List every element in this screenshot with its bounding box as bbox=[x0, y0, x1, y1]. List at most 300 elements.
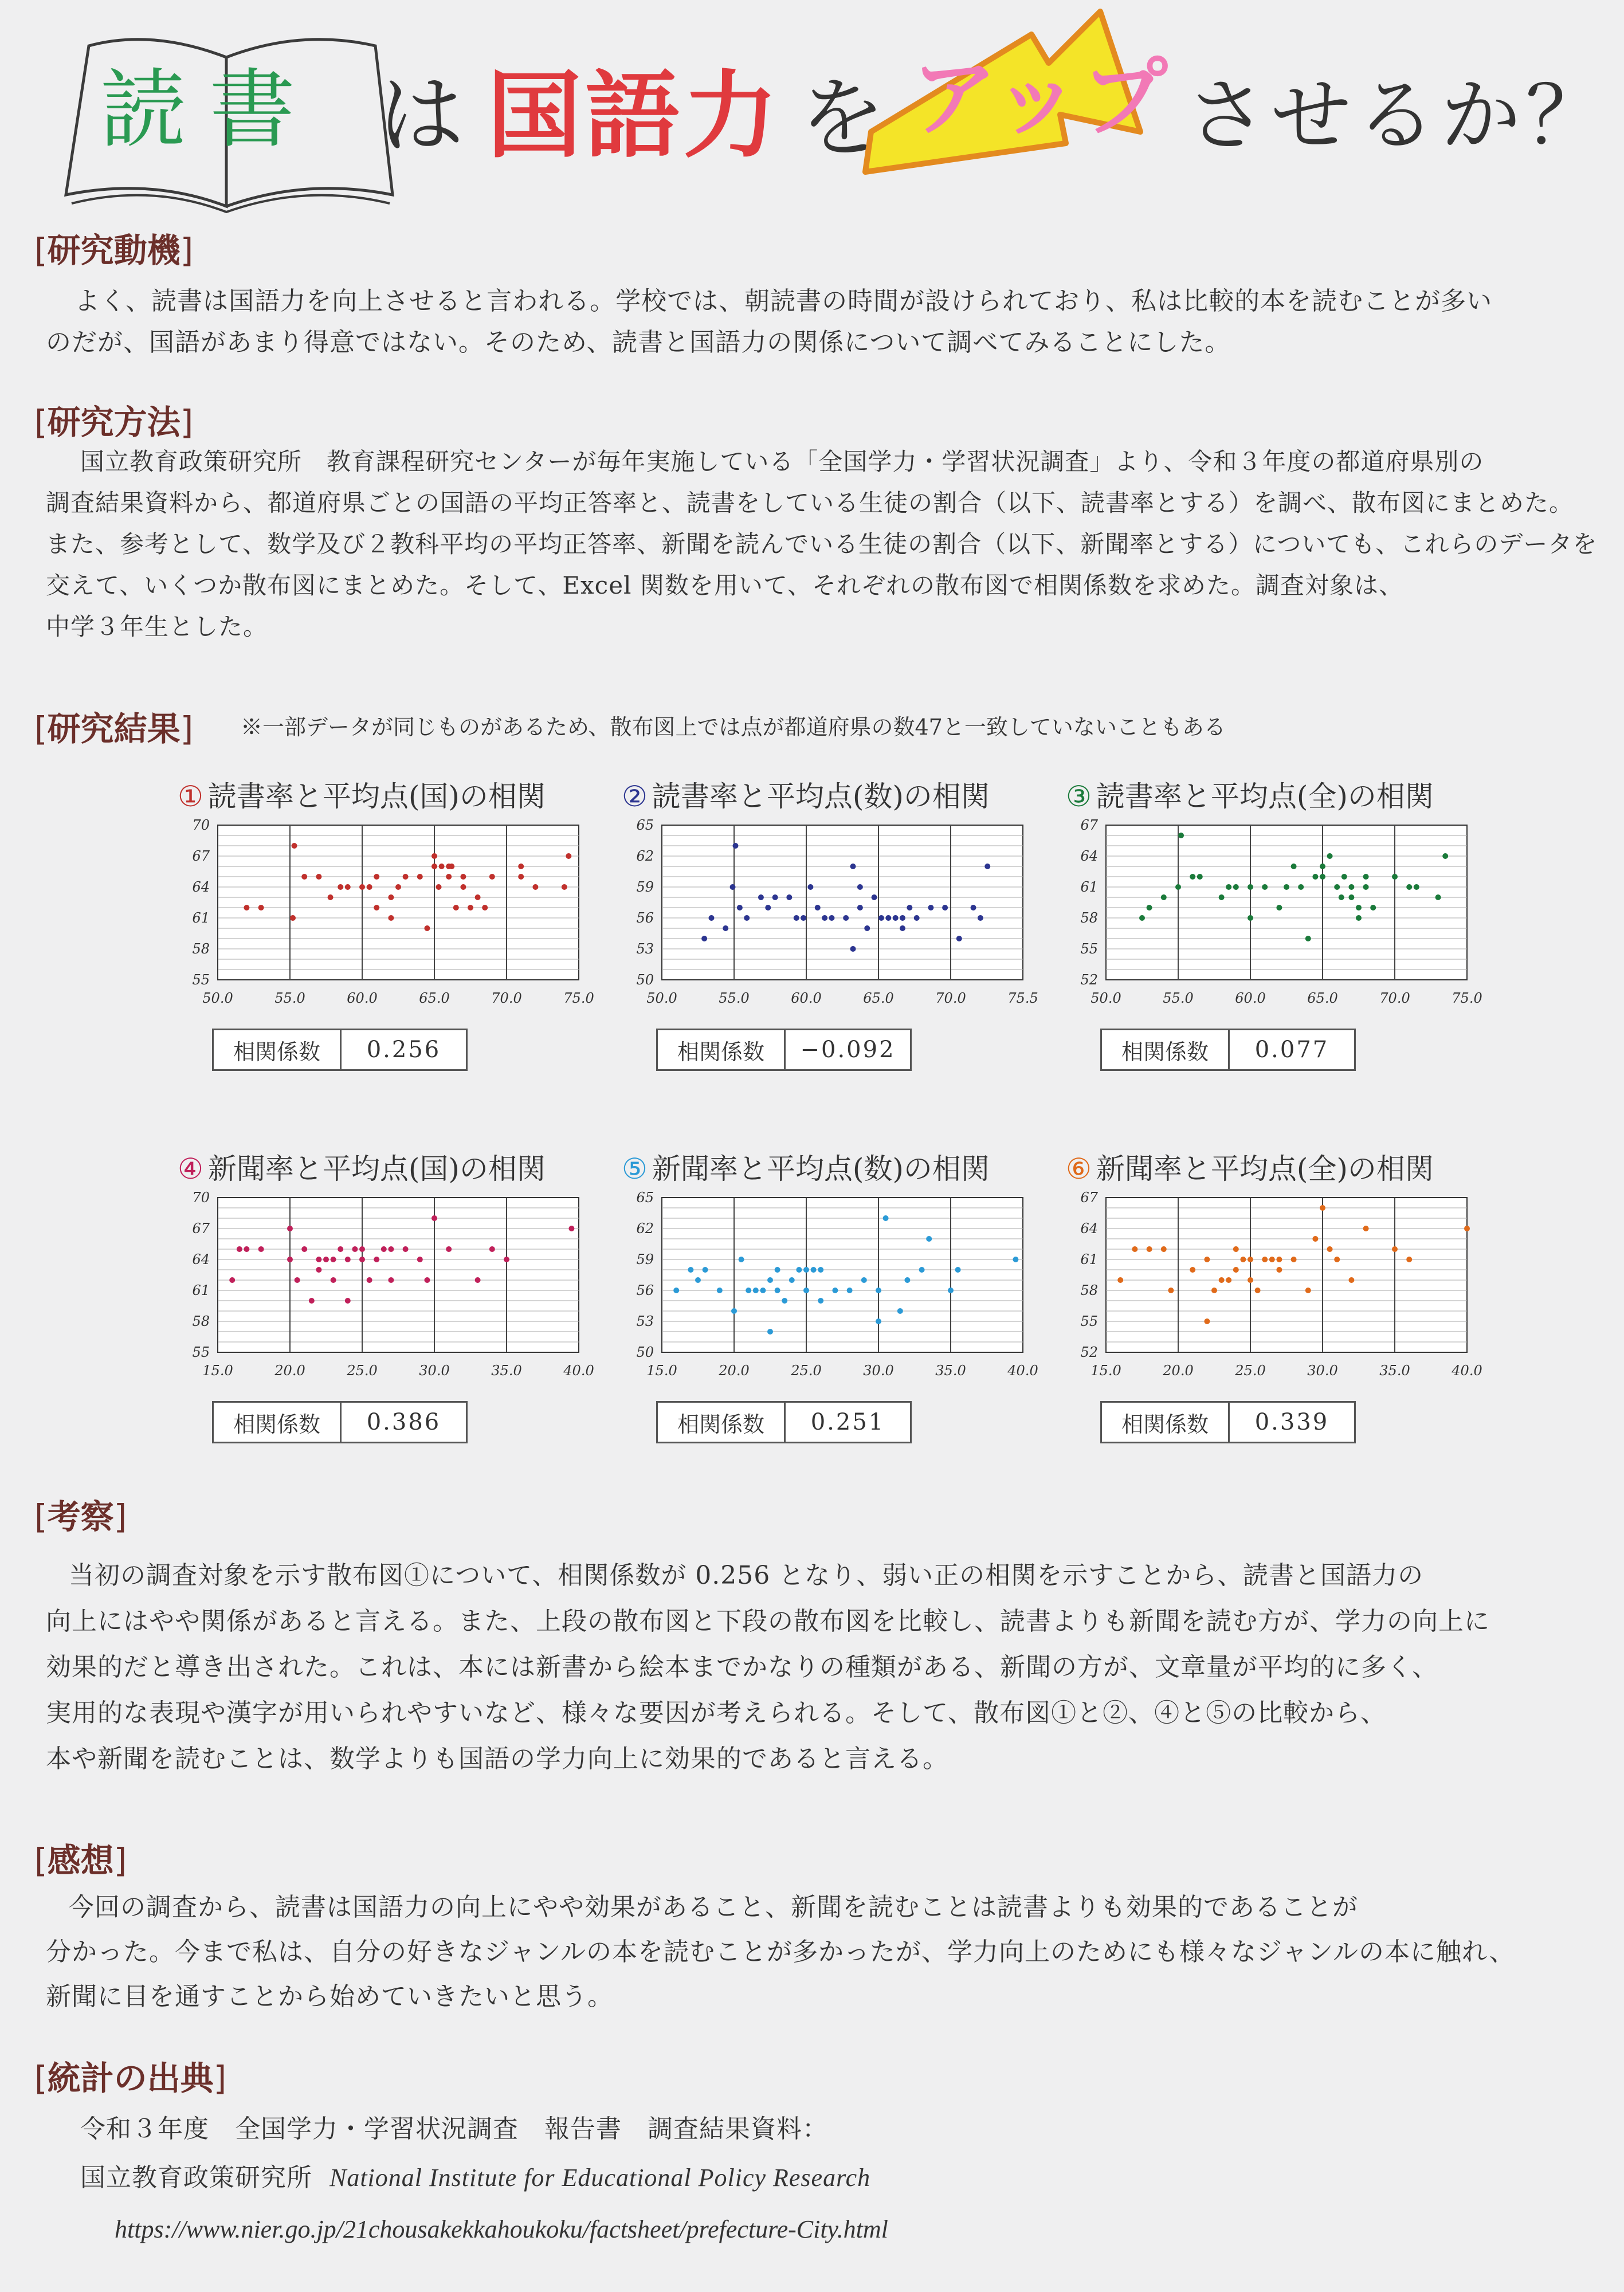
data-point bbox=[1255, 1288, 1261, 1293]
motive-line-2: のだが、国語があまり得意ではない。そのため、読書と国語力の関係について調べてみることにした。 bbox=[46, 328, 1231, 357]
x-tick-label: 40.0 bbox=[1007, 1363, 1038, 1379]
data-point bbox=[244, 1246, 249, 1252]
data-point bbox=[1356, 915, 1362, 921]
data-point bbox=[229, 1277, 235, 1283]
data-point bbox=[971, 905, 976, 910]
plot-area bbox=[218, 1198, 579, 1352]
data-point bbox=[328, 894, 334, 900]
data-point bbox=[818, 1267, 823, 1273]
data-point bbox=[475, 894, 481, 900]
impression-line-3: 新聞に目を通すことから始めていきたいと思う。 bbox=[46, 1982, 613, 2011]
correlation-label: 相関係数 bbox=[658, 1403, 786, 1442]
data-point bbox=[1226, 1277, 1231, 1283]
data-point bbox=[857, 884, 863, 890]
data-point bbox=[928, 905, 933, 910]
data-point bbox=[978, 915, 983, 921]
data-point bbox=[815, 905, 821, 910]
x-tick-label: 75.0 bbox=[563, 990, 594, 1006]
data-point bbox=[737, 905, 743, 910]
data-point bbox=[359, 884, 365, 890]
source-url[interactable]: https://www.nier.go.jp/21chousakekkahoukoku/factsheet/prefecture-City.html bbox=[115, 2215, 888, 2243]
chart-title-text: 読書率と平均点(国)の相関 bbox=[207, 780, 546, 813]
data-point bbox=[984, 864, 990, 869]
data-point bbox=[688, 1267, 693, 1273]
data-point bbox=[1233, 1267, 1239, 1273]
y-tick-label: 65 bbox=[636, 817, 654, 833]
x-tick-label: 15.0 bbox=[202, 1363, 233, 1379]
data-point bbox=[1356, 905, 1362, 910]
data-point bbox=[878, 915, 884, 921]
data-point bbox=[532, 884, 538, 890]
data-point bbox=[914, 915, 920, 921]
data-point bbox=[436, 884, 442, 890]
data-point bbox=[1233, 1246, 1239, 1252]
y-tick-label: 58 bbox=[192, 941, 210, 957]
discussion-line-4: 実用的な表現や漢字が用いられやすいなど、様々な要因が考えられる。そして、散布図①と②、④と⑤の比較から、 bbox=[46, 1698, 1387, 1728]
data-point bbox=[926, 1236, 932, 1242]
y-tick-label: 58 bbox=[1080, 1282, 1098, 1298]
discussion-line-1: 当初の調査対象を示す散布図①について、相関係数が 0.256 となり、弱い正の相関を示すことから、読書と国語力の bbox=[69, 1561, 1424, 1590]
impression-text bbox=[46, 1885, 1605, 2019]
data-point bbox=[1139, 915, 1145, 921]
data-point bbox=[403, 1246, 409, 1252]
data-point bbox=[295, 1277, 300, 1283]
data-point bbox=[730, 884, 736, 890]
x-tick-label: 75.5 bbox=[1007, 990, 1038, 1006]
x-tick-label: 20.0 bbox=[1163, 1363, 1194, 1379]
y-tick-label: 67 bbox=[1080, 817, 1098, 833]
data-point bbox=[822, 915, 827, 921]
data-point bbox=[1406, 1257, 1412, 1262]
data-point bbox=[695, 1277, 701, 1283]
data-point bbox=[374, 1257, 379, 1262]
data-point bbox=[1327, 1246, 1333, 1252]
chart-title bbox=[178, 1146, 546, 1187]
x-tick-label: 35.0 bbox=[491, 1363, 522, 1379]
heading-source: [統計の出典] bbox=[34, 2059, 227, 2098]
data-point bbox=[775, 1288, 780, 1293]
data-point bbox=[345, 884, 351, 890]
data-point bbox=[789, 1277, 795, 1283]
data-point bbox=[1320, 864, 1325, 869]
data-point bbox=[1442, 853, 1448, 859]
data-point bbox=[919, 1267, 925, 1273]
heading-results: [研究結果] bbox=[34, 709, 194, 748]
heading-motive: [研究動機] bbox=[34, 231, 194, 270]
y-tick-label: 70 bbox=[192, 1190, 210, 1206]
x-tick-label: 60.0 bbox=[347, 990, 378, 1006]
data-point bbox=[1168, 1288, 1174, 1293]
title-kokugoryoku: 国語力 bbox=[487, 61, 781, 171]
data-point bbox=[432, 1215, 437, 1221]
data-point bbox=[1291, 1257, 1297, 1262]
data-point bbox=[872, 894, 877, 900]
data-point bbox=[460, 874, 466, 880]
data-point bbox=[1348, 884, 1354, 890]
data-point bbox=[309, 1298, 315, 1304]
data-point bbox=[1226, 884, 1231, 890]
chart-title-text: 読書率と平均点(数)の相関 bbox=[652, 780, 990, 813]
title-wo: を bbox=[799, 69, 886, 168]
x-tick-label: 20.0 bbox=[274, 1363, 305, 1379]
data-point bbox=[772, 894, 778, 900]
y-tick-label: 58 bbox=[192, 1313, 210, 1329]
data-point bbox=[703, 1267, 708, 1273]
data-point bbox=[876, 1318, 881, 1324]
x-tick-label: 65.0 bbox=[1307, 990, 1338, 1006]
chart-1 bbox=[178, 774, 594, 1072]
y-tick-label: 58 bbox=[1080, 910, 1098, 926]
chart-title-text: 読書率と平均点(全)の相関 bbox=[1096, 780, 1434, 813]
data-point bbox=[876, 1288, 881, 1293]
y-tick-label: 61 bbox=[192, 910, 210, 926]
source-org-en: National Institute for Educational Policy Research bbox=[329, 2164, 871, 2192]
data-point bbox=[1240, 1257, 1246, 1262]
data-point bbox=[1204, 1318, 1210, 1324]
data-point bbox=[316, 1257, 321, 1262]
data-point bbox=[568, 1226, 574, 1231]
data-point bbox=[744, 915, 750, 921]
data-point bbox=[1370, 905, 1376, 910]
plot-area bbox=[1106, 825, 1467, 980]
data-point bbox=[753, 1288, 759, 1293]
data-point bbox=[857, 905, 863, 910]
data-point bbox=[850, 946, 856, 952]
data-point bbox=[1320, 1205, 1325, 1211]
scatter-plot bbox=[1066, 1186, 1482, 1392]
plot-area bbox=[662, 825, 1023, 980]
correlation-value: 0.251 bbox=[810, 1409, 885, 1435]
correlation-label: 相関係数 bbox=[658, 1030, 786, 1069]
y-tick-label: 53 bbox=[636, 941, 654, 957]
data-point bbox=[1305, 1288, 1311, 1293]
data-point bbox=[1219, 1277, 1225, 1283]
correlation-label: 相関係数 bbox=[1102, 1030, 1230, 1069]
scatter-plot bbox=[1066, 814, 1482, 1020]
data-point bbox=[287, 1226, 293, 1231]
chart-title bbox=[178, 774, 546, 815]
chart-3 bbox=[1066, 774, 1482, 1072]
data-point bbox=[1464, 1226, 1470, 1231]
data-point bbox=[673, 1288, 679, 1293]
data-point bbox=[803, 1267, 809, 1273]
data-point bbox=[955, 1267, 961, 1273]
data-point bbox=[1320, 874, 1325, 880]
scatter-plot bbox=[622, 1186, 1038, 1392]
impression-line-1: 今回の調査から、読書は国語力の向上にやや効果があること、新聞を読むことは読書よりも効果的であることが bbox=[69, 1893, 1358, 1922]
data-point bbox=[843, 915, 849, 921]
data-point bbox=[767, 1277, 773, 1283]
chart-6 bbox=[1066, 1146, 1482, 1444]
data-point bbox=[885, 915, 891, 921]
x-tick-label: 35.0 bbox=[1379, 1363, 1410, 1379]
correlation-box bbox=[656, 1401, 912, 1443]
data-point bbox=[1363, 1226, 1369, 1231]
y-tick-label: 70 bbox=[192, 817, 210, 833]
x-tick-label: 60.0 bbox=[1235, 990, 1266, 1006]
chart-title-text: 新聞率と平均点(国)の相関 bbox=[207, 1152, 546, 1186]
data-point bbox=[331, 1257, 336, 1262]
data-point bbox=[1291, 864, 1297, 869]
correlation-value: 0.339 bbox=[1254, 1409, 1329, 1435]
data-point bbox=[331, 1277, 336, 1283]
y-tick-label: 55 bbox=[192, 1344, 210, 1360]
data-point bbox=[258, 1246, 264, 1252]
method-line-4: 交えて、いくつか散布図にまとめた。そして、Excel 関数を用いて、それぞれの散布図で相関係数を求めた。調査対象は、 bbox=[46, 571, 1403, 599]
x-tick-label: 30.0 bbox=[863, 1363, 894, 1379]
chart-title bbox=[622, 1146, 990, 1187]
correlation-label: 相関係数 bbox=[214, 1030, 342, 1069]
data-point bbox=[395, 884, 401, 890]
data-point bbox=[942, 905, 948, 910]
y-tick-label: 50 bbox=[636, 1344, 654, 1360]
chart-number: ② bbox=[622, 780, 648, 813]
method-text bbox=[46, 441, 1605, 647]
data-point bbox=[1327, 853, 1333, 859]
data-point bbox=[432, 853, 437, 859]
data-point bbox=[1248, 915, 1253, 921]
data-point bbox=[367, 1277, 372, 1283]
data-point bbox=[489, 1246, 495, 1252]
data-point bbox=[258, 905, 264, 910]
data-point bbox=[1248, 1257, 1253, 1262]
y-tick-label: 67 bbox=[192, 848, 210, 864]
data-point bbox=[439, 864, 445, 869]
data-point bbox=[475, 1277, 481, 1283]
data-point bbox=[1305, 936, 1311, 941]
data-point bbox=[504, 1257, 509, 1262]
data-point bbox=[518, 864, 524, 869]
y-tick-label: 64 bbox=[192, 879, 210, 895]
data-point bbox=[847, 1288, 853, 1293]
data-point bbox=[1298, 884, 1304, 890]
y-tick-label: 67 bbox=[192, 1220, 210, 1237]
data-point bbox=[731, 1308, 737, 1314]
data-point bbox=[460, 884, 466, 890]
chart-title bbox=[622, 774, 990, 815]
chart-title bbox=[1066, 1146, 1434, 1187]
data-point bbox=[1219, 894, 1225, 900]
data-point bbox=[907, 905, 912, 910]
y-tick-label: 55 bbox=[1080, 1313, 1098, 1329]
data-point bbox=[786, 894, 792, 900]
impression-line-2: 分かった。今まで私は、自分の好きなジャンルの本を読むことが多かったが、学力向上のためにも様々なジャンルの本に触れ、 bbox=[46, 1937, 1515, 1967]
title-appu: アップ bbox=[911, 49, 1170, 148]
x-tick-label: 60.0 bbox=[791, 990, 822, 1006]
method-line-2: 調査結果資料から、都道府県ごとの国語の平均正答率と、読書をしている生徒の割合（以下、読書率とする）を調べ、散布図にまとめた。 bbox=[46, 489, 1574, 517]
data-point bbox=[1341, 874, 1347, 880]
data-point bbox=[338, 1246, 343, 1252]
chart-number: ④ bbox=[178, 1152, 203, 1186]
y-tick-label: 56 bbox=[636, 1282, 654, 1298]
data-point bbox=[489, 874, 495, 880]
x-tick-label: 30.0 bbox=[419, 1363, 450, 1379]
chart-2 bbox=[622, 774, 1038, 1072]
motive-line-1: よく、読書は国語力を向上させると言われる。学校では、朝読書の時間が設けられており、私は比較的本を読むことが多い bbox=[74, 286, 1493, 316]
data-point bbox=[739, 1257, 744, 1262]
data-point bbox=[292, 843, 297, 849]
data-point bbox=[1013, 1257, 1018, 1262]
x-tick-label: 25.0 bbox=[347, 1363, 378, 1379]
chart-number: ① bbox=[178, 780, 203, 813]
data-point bbox=[1406, 884, 1412, 890]
data-point bbox=[237, 1246, 242, 1252]
data-point bbox=[883, 1215, 889, 1221]
data-point bbox=[359, 1257, 365, 1262]
data-point bbox=[374, 905, 379, 910]
correlation-value: 0.077 bbox=[1254, 1037, 1329, 1063]
data-point bbox=[767, 1329, 773, 1335]
data-point bbox=[1435, 894, 1441, 900]
data-point bbox=[1147, 1246, 1152, 1252]
data-point bbox=[367, 884, 372, 890]
data-point bbox=[1147, 905, 1152, 910]
method-line-3: また、参考として、数学及び２教科平均の平均正答率、新聞を読んでいる生徒の割合（以下、新聞率とする）についても、これらのデータを bbox=[46, 530, 1598, 558]
x-tick-label: 30.0 bbox=[1307, 1363, 1338, 1379]
x-tick-label: 35.0 bbox=[935, 1363, 966, 1379]
data-point bbox=[708, 915, 714, 921]
y-tick-label: 61 bbox=[1080, 1251, 1098, 1267]
data-point bbox=[424, 1277, 430, 1283]
data-point bbox=[316, 874, 321, 880]
data-point bbox=[818, 1298, 823, 1304]
data-point bbox=[904, 1277, 910, 1283]
data-point bbox=[287, 1257, 293, 1262]
data-point bbox=[1190, 874, 1195, 880]
data-point bbox=[432, 864, 437, 869]
discussion-line-5: 本や新聞を読むことは、数学よりも国語の学力向上に効果的であると言える。 bbox=[46, 1744, 948, 1773]
data-point bbox=[765, 905, 771, 910]
data-point bbox=[1348, 894, 1354, 900]
heading-method: [研究方法] bbox=[34, 403, 194, 442]
data-point bbox=[1161, 894, 1167, 900]
data-point bbox=[301, 1246, 307, 1252]
x-tick-label: 75.0 bbox=[1452, 990, 1482, 1006]
y-tick-label: 64 bbox=[1080, 848, 1098, 864]
x-tick-label: 70.0 bbox=[491, 990, 522, 1006]
scatter-plot bbox=[622, 814, 1038, 1020]
data-point bbox=[374, 874, 379, 880]
chart-title bbox=[1066, 774, 1434, 815]
heading-impression: [感想] bbox=[34, 1841, 127, 1880]
data-point bbox=[850, 864, 856, 869]
data-point bbox=[717, 1288, 723, 1293]
plot-area bbox=[662, 1198, 1023, 1352]
data-point bbox=[803, 1288, 809, 1293]
y-tick-label: 61 bbox=[192, 1282, 210, 1298]
data-point bbox=[518, 874, 524, 880]
data-point bbox=[811, 1267, 817, 1273]
motive-text bbox=[46, 281, 1593, 363]
x-tick-label: 55.0 bbox=[719, 990, 750, 1006]
data-point bbox=[829, 915, 834, 921]
data-point bbox=[562, 884, 567, 890]
data-point bbox=[323, 1257, 329, 1262]
correlation-box bbox=[212, 1401, 468, 1443]
data-point bbox=[446, 874, 452, 880]
data-point bbox=[1284, 884, 1289, 890]
data-point bbox=[1392, 1246, 1398, 1252]
data-point bbox=[1414, 884, 1419, 890]
data-point bbox=[1339, 894, 1344, 900]
discussion-line-3: 効果的だと導き出された。これは、本には新書から絵本までかなりの種類がある、新聞の方が、文章量が平均的に多く、 bbox=[46, 1653, 1438, 1682]
correlation-box bbox=[656, 1029, 912, 1071]
data-point bbox=[338, 884, 343, 890]
x-tick-label: 70.0 bbox=[1379, 990, 1410, 1006]
data-point bbox=[900, 925, 905, 931]
data-point bbox=[900, 915, 905, 921]
source-line-2 bbox=[80, 2157, 870, 2199]
data-point bbox=[1175, 884, 1181, 890]
discussion-line-2: 向上にはやや関係があると言える。また、上段の散布図と下段の散布図を比較し、読書よりも新聞を読む方が、学力の向上に bbox=[46, 1607, 1490, 1636]
y-tick-label: 62 bbox=[636, 848, 654, 864]
correlation-box bbox=[1100, 1401, 1356, 1443]
data-point bbox=[1204, 1257, 1210, 1262]
x-tick-label: 15.0 bbox=[646, 1363, 677, 1379]
chart-number: ③ bbox=[1066, 780, 1092, 813]
correlation-box bbox=[212, 1029, 468, 1071]
data-point bbox=[1334, 1257, 1340, 1262]
x-tick-label: 25.0 bbox=[791, 1363, 822, 1379]
data-point bbox=[468, 905, 473, 910]
source-line-1: 令和３年度 全国学力・学習状況調査 報告書 調査結果資料： bbox=[80, 2114, 828, 2144]
heading-discussion: [考察] bbox=[34, 1497, 127, 1536]
method-line-1: 国立教育政策研究所 教育課程研究センターが毎年実施している「全国学力・学習状況調査」より、令和３年度の都道府県別の bbox=[80, 448, 1484, 476]
data-point bbox=[1248, 1277, 1253, 1283]
y-tick-label: 61 bbox=[1080, 879, 1098, 895]
data-point bbox=[746, 1288, 751, 1293]
data-point bbox=[1276, 1257, 1282, 1262]
y-tick-label: 50 bbox=[636, 972, 654, 988]
data-point bbox=[1276, 905, 1282, 910]
data-point bbox=[1363, 874, 1369, 880]
data-point bbox=[794, 915, 799, 921]
data-point bbox=[758, 894, 764, 900]
correlation-label: 相関係数 bbox=[1102, 1403, 1230, 1442]
data-point bbox=[832, 1288, 838, 1293]
data-point bbox=[861, 1277, 867, 1283]
data-point bbox=[782, 1298, 787, 1304]
data-point bbox=[1178, 833, 1184, 838]
data-point bbox=[345, 1298, 351, 1304]
data-point bbox=[1262, 884, 1268, 890]
title-area bbox=[0, 0, 1624, 212]
data-point bbox=[1312, 1236, 1318, 1242]
data-point bbox=[290, 915, 296, 921]
data-point bbox=[796, 1267, 802, 1273]
data-point bbox=[1334, 884, 1340, 890]
y-tick-label: 65 bbox=[636, 1190, 654, 1206]
title-dokusho: 読書 bbox=[100, 60, 319, 160]
correlation-value: 0.386 bbox=[366, 1409, 441, 1435]
scatter-plot bbox=[178, 814, 594, 1020]
x-tick-label: 25.0 bbox=[1235, 1363, 1266, 1379]
data-point bbox=[381, 1246, 387, 1252]
data-point bbox=[1262, 1257, 1268, 1262]
data-point bbox=[1269, 1257, 1275, 1262]
y-tick-label: 64 bbox=[1080, 1220, 1098, 1237]
data-point bbox=[1117, 1277, 1123, 1283]
chart-5 bbox=[622, 1146, 1038, 1444]
chart-number: ⑥ bbox=[1066, 1152, 1092, 1186]
y-tick-label: 55 bbox=[192, 972, 210, 988]
x-tick-label: 50.0 bbox=[202, 990, 233, 1006]
correlation-box bbox=[1100, 1029, 1356, 1071]
data-point bbox=[453, 905, 459, 910]
data-point bbox=[1276, 1267, 1282, 1273]
title-saseruka: させるか？ bbox=[1186, 69, 1611, 163]
correlation-label: 相関係数 bbox=[214, 1403, 342, 1442]
